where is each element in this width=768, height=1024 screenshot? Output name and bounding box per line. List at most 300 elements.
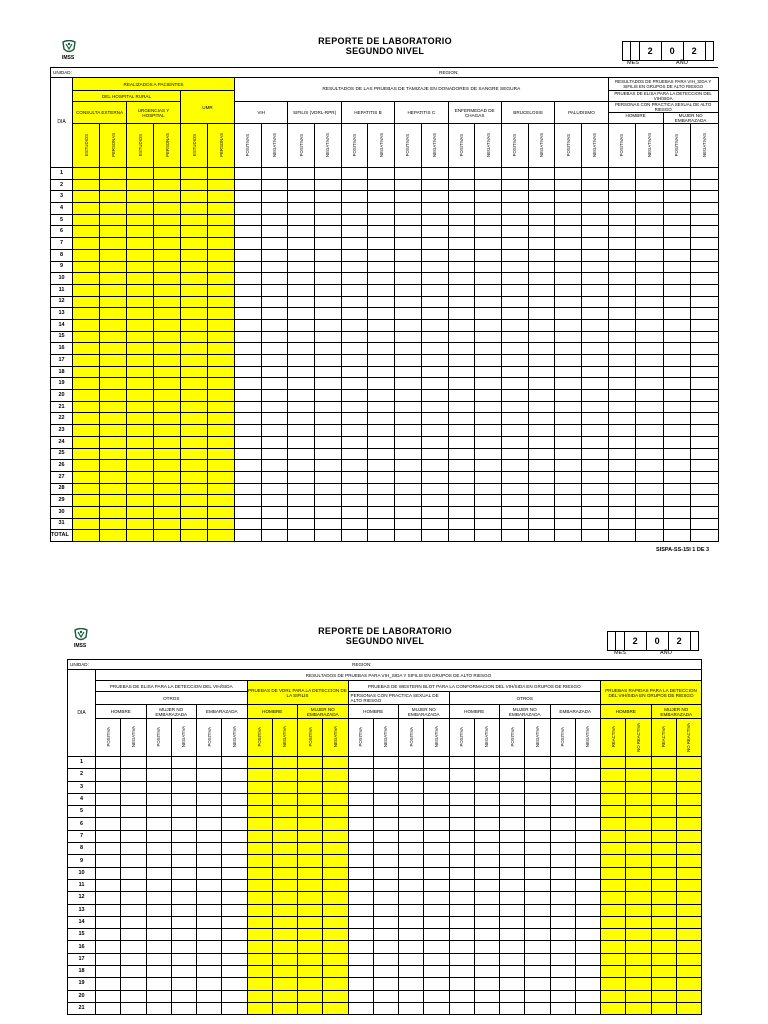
entry-cell[interactable] bbox=[528, 319, 555, 331]
entry-cell[interactable] bbox=[171, 929, 196, 941]
entry-cell[interactable] bbox=[272, 769, 297, 781]
entry-cell[interactable] bbox=[73, 261, 100, 273]
entry-cell[interactable] bbox=[298, 929, 323, 941]
entry-cell[interactable] bbox=[449, 843, 474, 855]
entry-cell[interactable] bbox=[525, 769, 550, 781]
entry-cell[interactable] bbox=[449, 855, 474, 867]
entry-cell[interactable] bbox=[96, 818, 121, 830]
entry-cell[interactable] bbox=[341, 168, 368, 180]
entry-cell[interactable] bbox=[96, 966, 121, 978]
entry-cell[interactable] bbox=[395, 425, 422, 437]
entry-cell[interactable] bbox=[222, 806, 247, 818]
entry-cell[interactable] bbox=[288, 214, 315, 226]
entry-cell[interactable] bbox=[247, 879, 272, 891]
entry-cell[interactable] bbox=[288, 355, 315, 367]
entry-cell[interactable] bbox=[626, 978, 651, 990]
entry-cell[interactable] bbox=[100, 413, 127, 425]
entry-cell[interactable] bbox=[171, 892, 196, 904]
entry-cell[interactable] bbox=[315, 483, 342, 495]
entry-cell[interactable] bbox=[555, 168, 582, 180]
entry-cell[interactable] bbox=[197, 867, 222, 879]
entry-cell[interactable] bbox=[315, 168, 342, 180]
entry-cell[interactable] bbox=[581, 249, 608, 261]
entry-cell[interactable] bbox=[421, 214, 448, 226]
entry-cell[interactable] bbox=[501, 495, 528, 507]
entry-cell[interactable] bbox=[341, 413, 368, 425]
entry-cell[interactable] bbox=[424, 904, 449, 916]
entry-cell[interactable] bbox=[127, 179, 154, 191]
entry-cell[interactable] bbox=[550, 978, 575, 990]
entry-cell[interactable] bbox=[651, 757, 676, 769]
entry-cell[interactable] bbox=[146, 757, 171, 769]
unidad-field[interactable]: UNIDAD: REGION: bbox=[68, 660, 702, 670]
entry-cell[interactable] bbox=[475, 168, 502, 180]
entry-cell[interactable] bbox=[691, 179, 719, 191]
entry-cell[interactable] bbox=[395, 355, 422, 367]
entry-cell[interactable] bbox=[608, 308, 636, 320]
entry-cell[interactable] bbox=[550, 793, 575, 805]
entry-cell[interactable] bbox=[555, 203, 582, 215]
entry-cell[interactable] bbox=[399, 892, 424, 904]
entry-cell[interactable] bbox=[315, 518, 342, 530]
entry-cell[interactable] bbox=[626, 781, 651, 793]
entry-cell[interactable] bbox=[474, 843, 499, 855]
entry-cell[interactable] bbox=[348, 916, 373, 928]
entry-cell[interactable] bbox=[315, 296, 342, 308]
entry-cell[interactable] bbox=[636, 191, 664, 203]
entry-cell[interactable] bbox=[651, 806, 676, 818]
entry-cell[interactable] bbox=[550, 855, 575, 867]
entry-cell[interactable] bbox=[525, 892, 550, 904]
entry-cell[interactable] bbox=[373, 966, 398, 978]
entry-cell[interactable] bbox=[298, 806, 323, 818]
entry-cell[interactable] bbox=[197, 879, 222, 891]
entry-cell[interactable] bbox=[626, 818, 651, 830]
entry-cell[interactable] bbox=[474, 966, 499, 978]
entry-cell[interactable] bbox=[247, 1002, 272, 1014]
entry-cell[interactable] bbox=[261, 495, 288, 507]
entry-cell[interactable] bbox=[555, 308, 582, 320]
entry-cell[interactable] bbox=[235, 308, 262, 320]
entry-cell[interactable] bbox=[528, 436, 555, 448]
entry-cell[interactable] bbox=[501, 425, 528, 437]
entry-cell[interactable] bbox=[197, 757, 222, 769]
entry-cell[interactable] bbox=[475, 343, 502, 355]
entry-cell[interactable] bbox=[154, 226, 181, 238]
entry-cell[interactable] bbox=[555, 226, 582, 238]
entry-cell[interactable] bbox=[208, 343, 235, 355]
entry-cell[interactable] bbox=[608, 530, 636, 542]
entry-cell[interactable] bbox=[501, 343, 528, 355]
entry-cell[interactable] bbox=[555, 249, 582, 261]
entry-cell[interactable] bbox=[208, 390, 235, 402]
entry-cell[interactable] bbox=[555, 413, 582, 425]
entry-cell[interactable] bbox=[528, 191, 555, 203]
entry-cell[interactable] bbox=[691, 425, 719, 437]
entry-cell[interactable] bbox=[368, 168, 395, 180]
entry-cell[interactable] bbox=[448, 319, 475, 331]
entry-cell[interactable] bbox=[636, 506, 664, 518]
entry-cell[interactable] bbox=[601, 769, 626, 781]
entry-cell[interactable] bbox=[288, 366, 315, 378]
entry-cell[interactable] bbox=[575, 904, 600, 916]
entry-cell[interactable] bbox=[146, 916, 171, 928]
entry-cell[interactable] bbox=[323, 781, 348, 793]
entry-cell[interactable] bbox=[424, 978, 449, 990]
entry-cell[interactable] bbox=[399, 757, 424, 769]
entry-cell[interactable] bbox=[315, 413, 342, 425]
entry-cell[interactable] bbox=[298, 830, 323, 842]
entry-cell[interactable] bbox=[501, 530, 528, 542]
entry-cell[interactable] bbox=[550, 966, 575, 978]
entry-cell[interactable] bbox=[96, 990, 121, 1002]
entry-cell[interactable] bbox=[272, 892, 297, 904]
entry-cell[interactable] bbox=[691, 284, 719, 296]
entry-cell[interactable] bbox=[315, 238, 342, 250]
entry-cell[interactable] bbox=[272, 867, 297, 879]
entry-cell[interactable] bbox=[555, 238, 582, 250]
entry-cell[interactable] bbox=[581, 460, 608, 472]
entry-cell[interactable] bbox=[100, 355, 127, 367]
entry-cell[interactable] bbox=[525, 1002, 550, 1014]
entry-cell[interactable] bbox=[197, 966, 222, 978]
entry-cell[interactable] bbox=[448, 284, 475, 296]
entry-cell[interactable] bbox=[208, 355, 235, 367]
entry-cell[interactable] bbox=[475, 436, 502, 448]
entry-cell[interactable] bbox=[448, 355, 475, 367]
entry-cell[interactable] bbox=[581, 308, 608, 320]
entry-cell[interactable] bbox=[555, 518, 582, 530]
entry-cell[interactable] bbox=[550, 929, 575, 941]
entry-cell[interactable] bbox=[663, 436, 691, 448]
entry-cell[interactable] bbox=[608, 214, 636, 226]
entry-cell[interactable] bbox=[501, 448, 528, 460]
entry-cell[interactable] bbox=[575, 769, 600, 781]
entry-cell[interactable] bbox=[96, 929, 121, 941]
entry-cell[interactable] bbox=[235, 530, 262, 542]
entry-cell[interactable] bbox=[146, 990, 171, 1002]
entry-cell[interactable] bbox=[528, 296, 555, 308]
entry-cell[interactable] bbox=[288, 530, 315, 542]
entry-cell[interactable] bbox=[601, 916, 626, 928]
entry-cell[interactable] bbox=[181, 226, 208, 238]
entry-cell[interactable] bbox=[323, 1002, 348, 1014]
entry-cell[interactable] bbox=[555, 179, 582, 191]
entry-cell[interactable] bbox=[581, 425, 608, 437]
entry-cell[interactable] bbox=[601, 953, 626, 965]
entry-cell[interactable] bbox=[448, 191, 475, 203]
entry-cell[interactable] bbox=[651, 904, 676, 916]
entry-cell[interactable] bbox=[421, 308, 448, 320]
entry-cell[interactable] bbox=[421, 343, 448, 355]
entry-cell[interactable] bbox=[555, 495, 582, 507]
entry-cell[interactable] bbox=[171, 916, 196, 928]
entry-cell[interactable] bbox=[663, 273, 691, 285]
entry-cell[interactable] bbox=[626, 806, 651, 818]
entry-cell[interactable] bbox=[395, 378, 422, 390]
entry-cell[interactable] bbox=[528, 179, 555, 191]
entry-cell[interactable] bbox=[323, 757, 348, 769]
entry-cell[interactable] bbox=[608, 448, 636, 460]
entry-cell[interactable] bbox=[96, 904, 121, 916]
entry-cell[interactable] bbox=[663, 214, 691, 226]
entry-cell[interactable] bbox=[525, 929, 550, 941]
entry-cell[interactable] bbox=[676, 978, 701, 990]
entry-cell[interactable] bbox=[626, 879, 651, 891]
entry-cell[interactable] bbox=[298, 966, 323, 978]
entry-cell[interactable] bbox=[127, 401, 154, 413]
entry-cell[interactable] bbox=[575, 806, 600, 818]
entry-cell[interactable] bbox=[550, 781, 575, 793]
entry-cell[interactable] bbox=[474, 818, 499, 830]
entry-cell[interactable] bbox=[73, 168, 100, 180]
entry-cell[interactable] bbox=[171, 990, 196, 1002]
entry-cell[interactable] bbox=[261, 308, 288, 320]
entry-cell[interactable] bbox=[500, 966, 525, 978]
entry-cell[interactable] bbox=[395, 530, 422, 542]
entry-cell[interactable] bbox=[475, 331, 502, 343]
entry-cell[interactable] bbox=[449, 953, 474, 965]
entry-cell[interactable] bbox=[449, 879, 474, 891]
entry-cell[interactable] bbox=[575, 916, 600, 928]
entry-cell[interactable] bbox=[676, 867, 701, 879]
entry-cell[interactable] bbox=[96, 769, 121, 781]
entry-cell[interactable] bbox=[261, 203, 288, 215]
entry-cell[interactable] bbox=[399, 904, 424, 916]
entry-cell[interactable] bbox=[272, 904, 297, 916]
entry-cell[interactable] bbox=[247, 941, 272, 953]
entry-cell[interactable] bbox=[395, 238, 422, 250]
entry-cell[interactable] bbox=[368, 179, 395, 191]
entry-cell[interactable] bbox=[424, 843, 449, 855]
entry-cell[interactable] bbox=[235, 249, 262, 261]
entry-cell[interactable] bbox=[474, 830, 499, 842]
entry-cell[interactable] bbox=[581, 331, 608, 343]
entry-cell[interactable] bbox=[555, 530, 582, 542]
entry-cell[interactable] bbox=[100, 471, 127, 483]
entry-cell[interactable] bbox=[222, 781, 247, 793]
entry-cell[interactable] bbox=[208, 518, 235, 530]
entry-cell[interactable] bbox=[208, 425, 235, 437]
entry-cell[interactable] bbox=[575, 781, 600, 793]
entry-cell[interactable] bbox=[315, 191, 342, 203]
entry-cell[interactable] bbox=[288, 448, 315, 460]
entry-cell[interactable] bbox=[501, 308, 528, 320]
entry-cell[interactable] bbox=[197, 990, 222, 1002]
entry-cell[interactable] bbox=[127, 355, 154, 367]
entry-cell[interactable] bbox=[235, 460, 262, 472]
entry-cell[interactable] bbox=[197, 904, 222, 916]
entry-cell[interactable] bbox=[247, 855, 272, 867]
entry-cell[interactable] bbox=[315, 308, 342, 320]
entry-cell[interactable] bbox=[154, 390, 181, 402]
entry-cell[interactable] bbox=[261, 390, 288, 402]
entry-cell[interactable] bbox=[154, 495, 181, 507]
entry-cell[interactable] bbox=[127, 413, 154, 425]
entry-cell[interactable] bbox=[449, 818, 474, 830]
entry-cell[interactable] bbox=[146, 978, 171, 990]
entry-cell[interactable] bbox=[676, 843, 701, 855]
entry-cell[interactable] bbox=[288, 483, 315, 495]
entry-cell[interactable] bbox=[272, 818, 297, 830]
entry-cell[interactable] bbox=[626, 966, 651, 978]
entry-cell[interactable] bbox=[421, 226, 448, 238]
entry-cell[interactable] bbox=[475, 483, 502, 495]
entry-cell[interactable] bbox=[154, 413, 181, 425]
entry-cell[interactable] bbox=[424, 990, 449, 1002]
entry-cell[interactable] bbox=[528, 249, 555, 261]
entry-cell[interactable] bbox=[601, 892, 626, 904]
entry-cell[interactable] bbox=[181, 179, 208, 191]
entry-cell[interactable] bbox=[424, 830, 449, 842]
entry-cell[interactable] bbox=[222, 830, 247, 842]
entry-cell[interactable] bbox=[73, 296, 100, 308]
entry-cell[interactable] bbox=[181, 506, 208, 518]
entry-cell[interactable] bbox=[663, 319, 691, 331]
entry-cell[interactable] bbox=[608, 355, 636, 367]
entry-cell[interactable] bbox=[222, 867, 247, 879]
entry-cell[interactable] bbox=[399, 966, 424, 978]
entry-cell[interactable] bbox=[181, 214, 208, 226]
entry-cell[interactable] bbox=[197, 843, 222, 855]
entry-cell[interactable] bbox=[555, 284, 582, 296]
entry-cell[interactable] bbox=[475, 471, 502, 483]
entry-cell[interactable] bbox=[73, 238, 100, 250]
entry-cell[interactable] bbox=[399, 1002, 424, 1014]
entry-cell[interactable] bbox=[421, 506, 448, 518]
entry-cell[interactable] bbox=[315, 460, 342, 472]
entry-cell[interactable] bbox=[288, 308, 315, 320]
entry-cell[interactable] bbox=[73, 425, 100, 437]
entry-cell[interactable] bbox=[676, 916, 701, 928]
entry-cell[interactable] bbox=[208, 506, 235, 518]
entry-cell[interactable] bbox=[525, 806, 550, 818]
entry-cell[interactable] bbox=[581, 214, 608, 226]
entry-cell[interactable] bbox=[663, 355, 691, 367]
entry-cell[interactable] bbox=[288, 390, 315, 402]
entry-cell[interactable] bbox=[663, 378, 691, 390]
entry-cell[interactable] bbox=[368, 448, 395, 460]
entry-cell[interactable] bbox=[676, 904, 701, 916]
entry-cell[interactable] bbox=[449, 978, 474, 990]
entry-cell[interactable] bbox=[501, 483, 528, 495]
entry-cell[interactable] bbox=[448, 460, 475, 472]
entry-cell[interactable] bbox=[525, 978, 550, 990]
entry-cell[interactable] bbox=[181, 378, 208, 390]
entry-cell[interactable] bbox=[636, 284, 664, 296]
entry-cell[interactable] bbox=[146, 793, 171, 805]
entry-cell[interactable] bbox=[608, 191, 636, 203]
entry-cell[interactable] bbox=[373, 843, 398, 855]
entry-cell[interactable] bbox=[100, 436, 127, 448]
entry-cell[interactable] bbox=[474, 941, 499, 953]
entry-cell[interactable] bbox=[235, 168, 262, 180]
entry-cell[interactable] bbox=[395, 495, 422, 507]
entry-cell[interactable] bbox=[550, 904, 575, 916]
entry-cell[interactable] bbox=[399, 843, 424, 855]
entry-cell[interactable] bbox=[181, 249, 208, 261]
entry-cell[interactable] bbox=[208, 214, 235, 226]
entry-cell[interactable] bbox=[608, 261, 636, 273]
entry-cell[interactable] bbox=[368, 483, 395, 495]
entry-cell[interactable] bbox=[208, 249, 235, 261]
entry-cell[interactable] bbox=[691, 495, 719, 507]
entry-cell[interactable] bbox=[555, 483, 582, 495]
entry-cell[interactable] bbox=[298, 990, 323, 1002]
entry-cell[interactable] bbox=[100, 284, 127, 296]
entry-cell[interactable] bbox=[146, 855, 171, 867]
entry-cell[interactable] bbox=[121, 879, 146, 891]
entry-cell[interactable] bbox=[399, 793, 424, 805]
entry-cell[interactable] bbox=[288, 168, 315, 180]
entry-cell[interactable] bbox=[500, 879, 525, 891]
entry-cell[interactable] bbox=[315, 390, 342, 402]
entry-cell[interactable] bbox=[341, 425, 368, 437]
entry-cell[interactable] bbox=[368, 203, 395, 215]
entry-cell[interactable] bbox=[421, 413, 448, 425]
entry-cell[interactable] bbox=[348, 929, 373, 941]
entry-cell[interactable] bbox=[501, 191, 528, 203]
entry-cell[interactable] bbox=[272, 1002, 297, 1014]
entry-cell[interactable] bbox=[100, 460, 127, 472]
entry-cell[interactable] bbox=[288, 436, 315, 448]
entry-cell[interactable] bbox=[448, 425, 475, 437]
entry-cell[interactable] bbox=[691, 471, 719, 483]
entry-cell[interactable] bbox=[636, 518, 664, 530]
entry-cell[interactable] bbox=[261, 506, 288, 518]
entry-cell[interactable] bbox=[676, 953, 701, 965]
entry-cell[interactable] bbox=[555, 273, 582, 285]
entry-cell[interactable] bbox=[127, 343, 154, 355]
entry-cell[interactable] bbox=[341, 343, 368, 355]
entry-cell[interactable] bbox=[171, 978, 196, 990]
entry-cell[interactable] bbox=[373, 769, 398, 781]
entry-cell[interactable] bbox=[528, 238, 555, 250]
entry-cell[interactable] bbox=[146, 953, 171, 965]
entry-cell[interactable] bbox=[368, 261, 395, 273]
entry-cell[interactable] bbox=[608, 401, 636, 413]
entry-cell[interactable] bbox=[501, 413, 528, 425]
entry-cell[interactable] bbox=[601, 818, 626, 830]
entry-cell[interactable] bbox=[449, 916, 474, 928]
entry-cell[interactable] bbox=[636, 308, 664, 320]
entry-cell[interactable] bbox=[501, 401, 528, 413]
entry-cell[interactable] bbox=[208, 413, 235, 425]
entry-cell[interactable] bbox=[96, 867, 121, 879]
entry-cell[interactable] bbox=[449, 904, 474, 916]
entry-cell[interactable] bbox=[181, 203, 208, 215]
entry-cell[interactable] bbox=[121, 892, 146, 904]
entry-cell[interactable] bbox=[341, 366, 368, 378]
entry-cell[interactable] bbox=[121, 978, 146, 990]
entry-cell[interactable] bbox=[181, 530, 208, 542]
entry-cell[interactable] bbox=[272, 843, 297, 855]
entry-cell[interactable] bbox=[475, 238, 502, 250]
entry-cell[interactable] bbox=[368, 390, 395, 402]
entry-cell[interactable] bbox=[272, 806, 297, 818]
entry-cell[interactable] bbox=[235, 413, 262, 425]
entry-cell[interactable] bbox=[663, 343, 691, 355]
entry-cell[interactable] bbox=[373, 953, 398, 965]
entry-cell[interactable] bbox=[261, 261, 288, 273]
entry-cell[interactable] bbox=[626, 929, 651, 941]
entry-cell[interactable] bbox=[575, 1002, 600, 1014]
entry-cell[interactable] bbox=[575, 941, 600, 953]
entry-cell[interactable] bbox=[146, 781, 171, 793]
entry-cell[interactable] bbox=[475, 390, 502, 402]
entry-cell[interactable] bbox=[448, 238, 475, 250]
entry-cell[interactable] bbox=[691, 296, 719, 308]
